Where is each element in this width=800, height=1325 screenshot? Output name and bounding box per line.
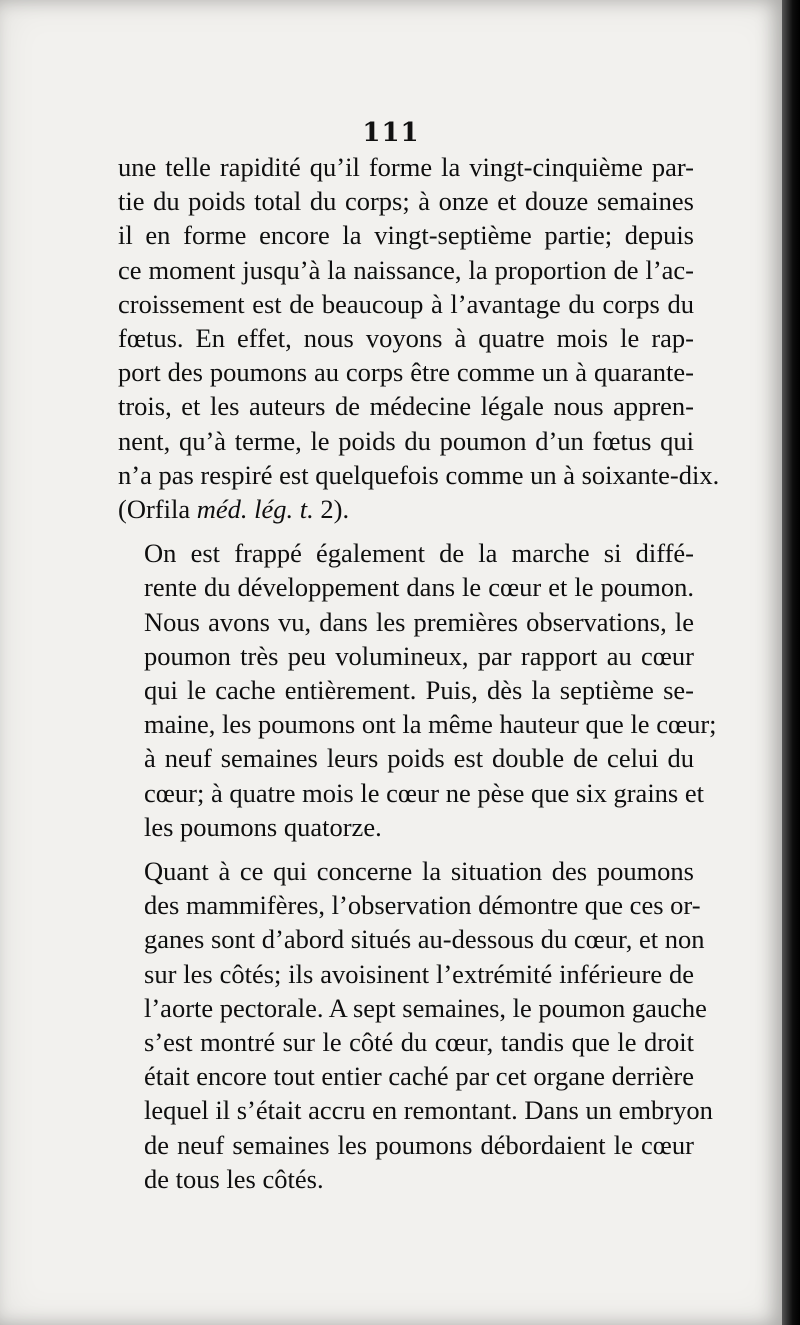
- text-line: cœur; à quatre mois le cœur ne pèse que six grains et: [144, 777, 704, 808]
- text-line: les poumons quatorze.: [144, 811, 382, 842]
- text-line: tie du poids total du corps; à onze et douze semaines: [118, 186, 694, 217]
- text-line: une telle rapidité qu’il forme la vingt-cinquième par-: [118, 152, 694, 182]
- text-line-citation: (Orfila méd. lég. t. 2).: [118, 494, 350, 525]
- text-line: poumon très peu volumineux, par rapport au cœur: [144, 640, 694, 671]
- text-line: ganes sont d’abord situés au-dessous du cœur, et non: [144, 924, 705, 955]
- text-line: l’aorte pectorale. A sept semaines, le poumon gauche: [144, 992, 707, 1023]
- body-text: [118, 150, 720, 1196]
- paragraph-2: [118, 536, 717, 844]
- text-line: Nous avons vu, dans les premières observations, le: [144, 606, 694, 637]
- text-line: trois, et les auteurs de médecine légale nous appren-: [118, 391, 694, 422]
- text-line: des mammifères, l’observation démontre que ces or-: [144, 890, 701, 921]
- text-line: sur les côtés; ils avoisinent l’extrémité inférieure de: [144, 958, 694, 989]
- text-line: à neuf semaines leurs poids est double de celui du: [144, 743, 694, 774]
- page-edge-shadow: [782, 0, 800, 1325]
- text-line: s’est montré sur le côté du cœur, tandis que le droit: [144, 1027, 694, 1058]
- text-line: lequel il s’était accru en remontant. Dans un embryon: [144, 1095, 713, 1126]
- text-line: qui le cache entièrement. Puis, dès la septième se-: [144, 675, 694, 706]
- text-line: port des poumons au corps être comme un à quarante-: [118, 357, 694, 388]
- text-line: On est frappé également de la marche si diffé-: [144, 538, 694, 569]
- text-line: nent, qu’à terme, le poids du poumon d’un fœtus qui: [118, 425, 694, 456]
- text-line: était encore tout entier caché par cet organe derrière: [144, 1061, 694, 1092]
- text-line: il en forme encore la vingt-septième partie; depuis: [118, 220, 694, 251]
- paragraph-1: [118, 150, 720, 526]
- text-line: de neuf semaines les poumons débordaient le cœur: [144, 1129, 694, 1160]
- text-line: rente du développement dans le cœur et le poumon.: [144, 572, 694, 603]
- text-line: croissement est de beaucoup à l’avantage du corps du: [118, 288, 694, 319]
- paragraph-3: [118, 854, 713, 1196]
- text-line: fœtus. En effet, nous voyons à quatre mois le rap-: [118, 323, 694, 354]
- text-line: Quant à ce qui concerne la situation des poumons: [144, 856, 694, 887]
- text-line: de tous les côtés.: [144, 1163, 324, 1194]
- text-line: n’a pas respiré est quelquefois comme un à soixante-dix.: [118, 459, 720, 490]
- page-number: 111: [362, 118, 420, 148]
- text-line: maine, les poumons ont la même hauteur que le cœur;: [144, 709, 717, 740]
- text-line: ce moment jusqu’à la naissance, la proportion de l’ac-: [118, 254, 694, 285]
